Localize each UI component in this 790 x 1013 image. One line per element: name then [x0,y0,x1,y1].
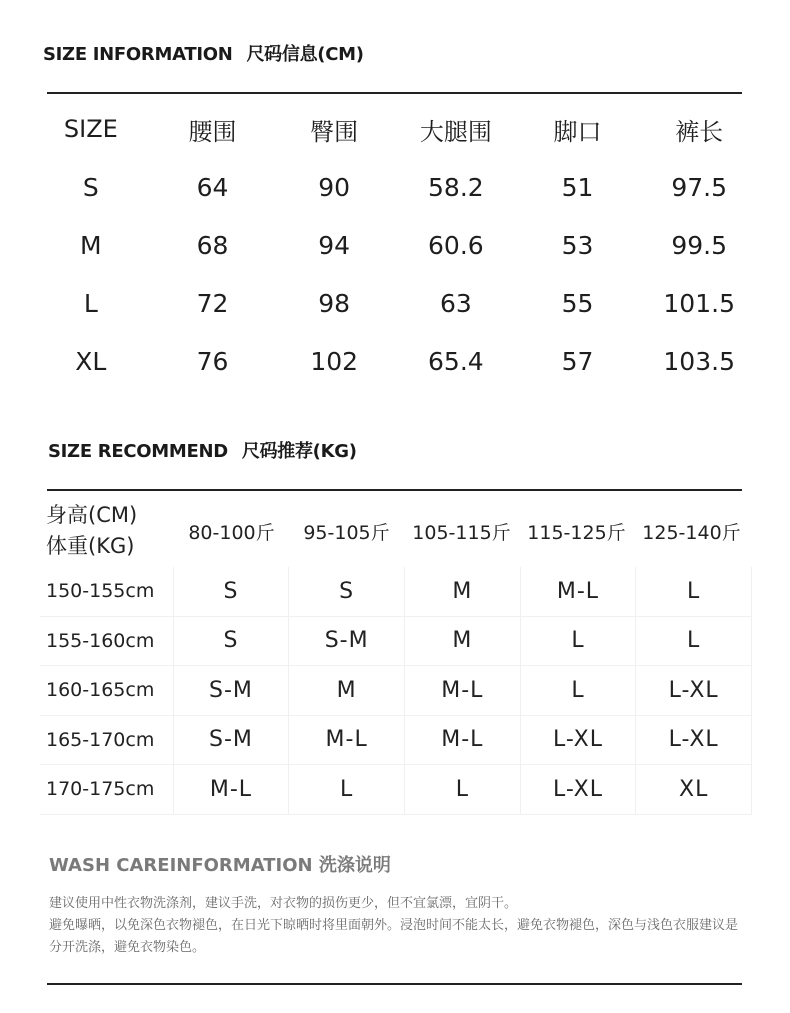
wash-care-instructions [49,893,749,959]
wash-care-line: 建议使用中性衣物洗涤剂，建议手洗，对衣物的损伤更少，但不宜氯漂，宜阴干。 [49,896,518,911]
size-cell: 98 [318,288,351,318]
table-row [40,567,752,617]
recommended-size-cell: S-M [174,666,290,715]
wash-care-line: 避免曝晒，以免深色衣物褪色，在日光下晾晒时将里面朝外。浸泡时间不能太长，避免衣物褪色，深色与浅色衣服建议是分开洗涤，避免衣物染色。 [49,918,739,955]
size-cell: 55 [561,288,594,318]
size-recommend-title-zh: 尺码推荐(KG) [241,441,357,462]
recommended-size-cell: S [174,617,290,666]
weight-column-header: 95-105斤 [303,521,390,544]
table-row [30,274,760,332]
recommend-table-header [40,495,752,567]
recommended-size-cell: L [636,617,752,666]
size-table-header [30,100,760,158]
size-recommend-heading [48,437,357,463]
size-info-table [30,100,760,390]
size-header-cell: 裤长 [675,117,724,146]
size-info-title-zh: 尺码信息(CM) [246,44,364,65]
wash-care-title: WASH CAREINFORMATION 洗涤说明 [49,855,391,876]
size-recommend-title-en: SIZE RECOMMEND [48,441,228,462]
size-cell: 101.5 [663,288,735,318]
size-cell: 97.5 [671,172,728,202]
recommended-size-cell: M [405,617,521,666]
size-header-cell: 大腿围 [419,117,492,146]
recommended-size-cell: M [405,567,521,616]
recommended-size-cell: L [521,666,637,715]
size-cell: 58.2 [428,172,484,202]
recommended-size-cell: M [289,666,405,715]
recommended-size-cell: L-XL [521,716,637,765]
height-row-header: 170-175cm [40,765,174,814]
recommended-size-cell: M-L [289,716,405,765]
height-row-header: 150-155cm [40,567,174,616]
table-row [40,765,752,815]
weight-column-header: 115-125斤 [527,521,626,544]
weight-column-header: 80-100斤 [188,521,275,544]
recommended-size-cell: S [289,567,405,616]
bottom-divider [47,983,742,985]
recommended-size-cell: M-L [405,666,521,715]
recommended-size-cell: L-XL [636,666,752,715]
recommended-size-cell: L [636,567,752,616]
height-axis-label: 身高(CM) [46,503,138,527]
size-cell: 68 [196,230,229,260]
recommended-size-cell: M-L [174,765,290,814]
recommended-size-cell: L-XL [521,765,637,814]
size-cell: 103.5 [663,346,735,376]
height-row-header: 155-160cm [40,617,174,666]
size-cell: M [80,230,102,260]
weight-axis-label: 体重(KG) [46,534,135,558]
recommended-size-cell: XL [636,765,752,814]
size-cell: 76 [196,346,229,376]
height-row-header: 165-170cm [40,716,174,765]
table-row [30,158,760,216]
size-cell: L [83,288,98,318]
table-row [30,332,760,390]
size-cell: 99.5 [671,230,728,260]
size-cell: 57 [561,346,594,376]
size-cell: 72 [196,288,229,318]
table-row [40,617,752,667]
height-row-header: 160-165cm [40,666,174,715]
size-cell: S [82,172,99,202]
size-recommend-divider [47,489,742,491]
size-cell: 94 [318,230,351,260]
size-cell: 60.6 [428,230,484,260]
size-recommend-table [40,495,752,815]
size-cell: 64 [196,172,229,202]
recommended-size-cell: M-L [405,716,521,765]
size-header-cell: SIZE [63,115,118,143]
table-row [40,716,752,766]
recommend-corner-cell [40,500,174,562]
size-cell: 63 [439,288,472,318]
size-header-cell: 腰围 [188,117,237,146]
recommended-size-cell: L-XL [636,716,752,765]
recommended-size-cell: L [521,617,637,666]
table-row [30,216,760,274]
size-header-cell: 脚口 [553,117,602,146]
recommended-size-cell: S-M [174,716,290,765]
recommended-size-cell: M-L [521,567,637,616]
size-info-heading [43,40,364,66]
size-info-divider [47,92,742,94]
size-info-title-en: SIZE INFORMATION [43,44,233,65]
size-cell: XL [75,346,107,376]
size-cell: 51 [561,172,594,202]
recommended-size-cell: S-M [289,617,405,666]
recommended-size-cell: L [289,765,405,814]
size-cell: 65.4 [428,346,484,376]
size-cell: 102 [310,346,359,376]
recommended-size-cell: S [174,567,290,616]
size-header-cell: 臀围 [310,117,359,146]
size-cell: 90 [318,172,351,202]
weight-column-header: 105-115斤 [412,521,511,544]
size-cell: 53 [561,230,594,260]
weight-column-header: 125-140斤 [642,521,741,544]
table-row [40,666,752,716]
recommended-size-cell: L [405,765,521,814]
